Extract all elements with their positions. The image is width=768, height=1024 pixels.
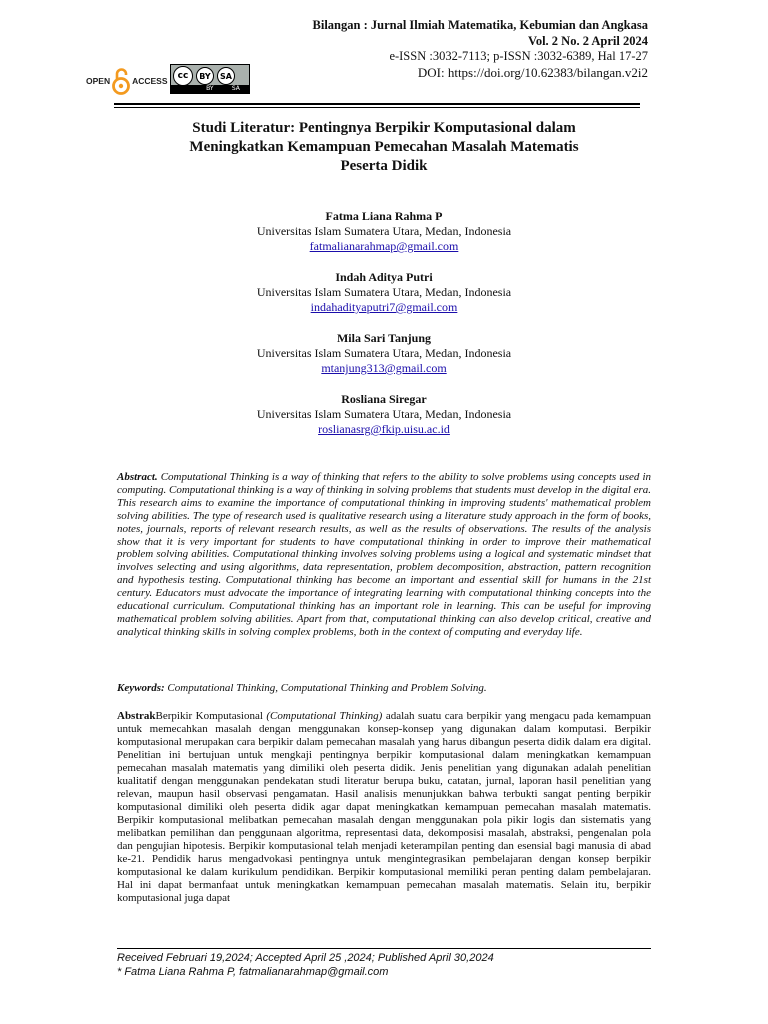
abstract-id-text-b: adalah suatu cara berpikir yang mengacu pada kemampuan untuk memecahkan masalah dengan menggunakan konsep-konsep yang digunakan dalam komputasi. Berpikir komputasional merupakan cara berpikir dalam pemecahan masalah yang harus dibangun peserta didik dalam era digital. Penelitian ini bertujuan untuk mengkaji pentingnya berpikir komputasional dalam meningkatkan kemampuan pemecahan masalah matematis yang dimiliki oleh peserta didik. Jenis penelitian yang digunakan adalah penelitian kualitatif dengan menggunakan pendekatan studi literatur berupa buku, catatan, jurnal, laporan hasil penelitian yang relevan, maupun hasil observasi pengamatan. Hasil analisis menunjukkan bahwa terbukti sangat penting berpikir komputasional dimiliki oleh peserta didik agar dapat meningkatkan kemampuan pemecahan masalah matematis. Berpikir komputasional melibatkan pemecahan masalah dengan menggunakan pola pikir logis dan sistematis yang melibatkan pemilihan dan penggunaan algoritma, representasi data, dekomposisi masalah, abstraksi, pengenalan pola dan pengujian hipotesis. Berpikir komputasional telah menjadi keterampilan penting dan esensial bagi manusia di abad ke-21. Pendidik harus mengadvokasi pentingnya untuk mengintegrasikan pembelajaran dengan konsep berpikir komputasional ke dalam kurikulum pendidikan. Berpikir komputasional memiliki peran penting dalam pembelajaran. Hal ini dapat bermanfaat untuk meningkatkan kemampuan pemecahan masalah matematis. Selain itu, berpikir komputasional juga dapat <box>117 710 651 904</box>
keywords-english <box>117 682 651 694</box>
author-affiliation: Universitas Islam Sumatera Utara, Medan, Indonesia <box>256 346 512 360</box>
open-access-right-text: ACCESS <box>132 76 168 86</box>
author-affiliation: Universitas Islam Sumatera Utara, Medan, Indonesia <box>256 407 512 421</box>
abstract-id-lead: Abstrak <box>117 710 156 722</box>
author-email-link[interactable]: mtanjung313@gmail.com <box>321 361 447 375</box>
author-block <box>100 392 668 437</box>
keywords-en-lead: Keywords: <box>117 682 165 694</box>
by-icon: BY <box>196 67 214 85</box>
received-dates: Received Februari 19,2024; Accepted April 25 ,2024; Published April 30,2024 <box>117 952 494 964</box>
open-access-logo <box>86 64 168 98</box>
abstract-id-text-italic: (Computational Thinking) <box>266 710 383 722</box>
author-affiliation: Universitas Islam Sumatera Utara, Medan, Indonesia <box>256 224 512 238</box>
author-email-link[interactable]: indahadityaputri7@gmail.com <box>310 300 458 314</box>
abstract-id-text-a: Berpikir Komputasional <box>155 710 267 722</box>
journal-doi[interactable]: DOI: https://doi.org/10.62383/bilangan.v2i2 <box>417 64 648 80</box>
author-email-link[interactable]: roslianasrg@fkip.uisu.ac.id <box>318 422 450 436</box>
corresponding-author: * Fatma Liana Rahma P, fatmalianarahmap@gmail.com <box>117 966 389 978</box>
open-lock-icon <box>112 66 130 96</box>
cc-icon: cc <box>173 66 193 86</box>
title-line-2: Meningkatkan Kemampuan Pemecahan Masalah Matematis <box>189 139 579 155</box>
abstract-english <box>117 471 651 639</box>
journal-name: Bilangan : Jurnal Ilmiah Matematika, Kebumian dan Angkasa <box>312 18 648 32</box>
cc-label-by: BY <box>206 85 214 92</box>
cc-by-sa-badge <box>170 64 250 94</box>
title-line-1: Studi Literatur: Pentingnya Berpikir Komputasional dalam <box>192 120 576 136</box>
journal-volume: Vol. 2 No. 2 April 2024 <box>527 33 648 48</box>
author-list <box>100 209 668 453</box>
abstract-en-lead: Abstract. <box>117 471 158 483</box>
author-name: Rosliana Siregar <box>341 392 427 406</box>
author-name: Mila Sari Tanjung <box>336 331 432 345</box>
author-block <box>100 209 668 254</box>
footnote-divider <box>117 948 651 949</box>
author-name: Fatma Liana Rahma P <box>325 209 443 223</box>
abstract-en-text: Computational Thinking is a way of thinking that refers to the ability to solve problems using concepts used in computing. Computational thinking is a way of thinking in solving problems that students must develop in the digital era. This research aims to examine the importance of computational thinking in improving students' mathematical problem solving abilities. The type of research used is qualitative research using a literature study approach in the form of books, notes, journals, reports of relevant research results, as well as the results of observations. The results of the analysis show that it is very important for students to have computational thinking in order to improve their mathematical problem solving abilities. Computational thinking involves solving problems using a logical and systematic mindset that involves selecting and using algorithms, data representation, problem decomposition, abstraction, pattern recognition and hypothesis testing. Computational thinking has become an important and essential skill for humans in the 21st century. Educators must advocate the importance of integrating learning with computational thinking concepts into the educational curriculum. Computational thinking has an important role in learning. This can be useful for improving mathematical problem solving abilities. Apart from that, computational thinking can also develop critical, creative and analytical thinking skills in solving complex problems, both in the context of computing and everyday life. <box>117 471 651 638</box>
abstract-indonesian <box>117 710 651 905</box>
sa-icon: SA <box>217 67 235 85</box>
header-divider-thin <box>114 107 640 108</box>
footnote <box>117 951 651 979</box>
keywords-en-text: Computational Thinking, Computational Thinking and Problem Solving. <box>164 682 487 694</box>
title-line-3: Peserta Didik <box>340 158 428 174</box>
cc-label-bar <box>171 85 249 93</box>
author-email-link[interactable]: fatmalianarahmap@gmail.com <box>309 239 459 253</box>
author-block <box>100 270 668 315</box>
author-block <box>100 331 668 376</box>
header-divider <box>114 103 640 105</box>
cc-label-sa: SA <box>231 85 240 92</box>
open-access-left-text: OPEN <box>86 76 111 86</box>
author-affiliation: Universitas Islam Sumatera Utara, Medan, Indonesia <box>256 285 512 299</box>
journal-issn: e-ISSN :3032-7113; p-ISSN :3032-6389, Hal 17-27 <box>389 49 648 63</box>
paper-title <box>100 119 668 176</box>
author-name: Indah Aditya Putri <box>335 270 433 284</box>
journal-header <box>313 18 648 80</box>
